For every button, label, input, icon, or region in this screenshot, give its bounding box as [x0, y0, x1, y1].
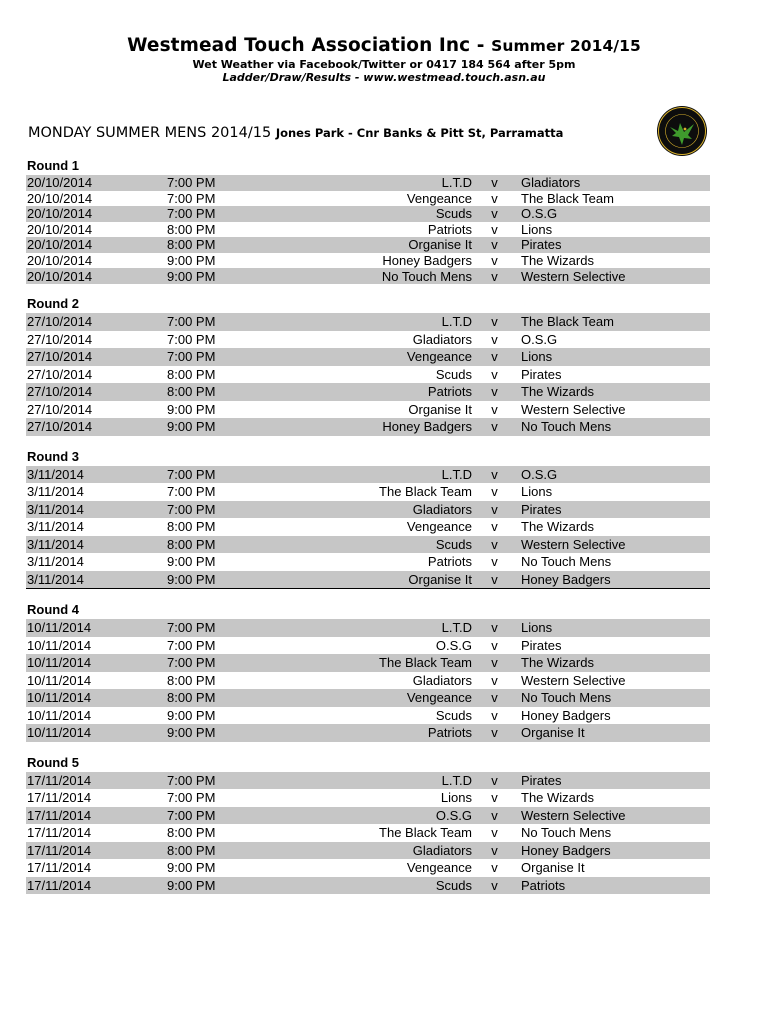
- home-team: Scuds: [435, 877, 472, 893]
- fixture-row: [26, 807, 710, 825]
- wet-weather-notice: Wet Weather via Facebook/Twitter or 0417 184 564 after 5pm: [192, 58, 576, 71]
- match-date: 10/11/2014: [27, 620, 92, 636]
- fixture-row: [26, 824, 710, 842]
- match-date: 3/11/2014: [27, 519, 84, 535]
- fixture-row: [26, 383, 710, 401]
- home-team: L.T.D: [441, 620, 472, 636]
- match-date: 3/11/2014: [27, 571, 84, 587]
- match-date: 17/11/2014: [27, 790, 92, 806]
- fixture-row: [26, 253, 710, 269]
- fixture-row: [26, 331, 710, 349]
- home-team: Scuds: [435, 707, 472, 723]
- away-team: Lions: [521, 221, 553, 237]
- match-time: 9:00 PM: [167, 877, 216, 893]
- home-team: Vengeance: [406, 349, 472, 365]
- away-team: Lions: [521, 620, 553, 636]
- match-date: 10/11/2014: [27, 637, 92, 653]
- home-team: Patriots: [427, 725, 472, 741]
- home-team: L.T.D: [441, 466, 472, 482]
- away-team: The Black Team: [521, 190, 614, 206]
- fixture-row: [26, 175, 710, 191]
- away-team: The Wizards: [521, 252, 594, 268]
- match-time: 9:00 PM: [167, 860, 216, 876]
- match-date: 3/11/2014: [27, 554, 84, 570]
- match-time: 7:00 PM: [167, 190, 216, 206]
- match-time: 9:00 PM: [167, 268, 216, 284]
- match-date: 27/10/2014: [27, 419, 93, 435]
- fixture-row: [26, 619, 710, 637]
- away-team: Western Selective: [521, 672, 626, 688]
- away-team: Western Selective: [521, 807, 626, 823]
- versus-label: v: [491, 725, 498, 741]
- home-team: Organise It: [408, 401, 472, 417]
- fixture-row: [26, 313, 710, 331]
- versus-label: v: [491, 554, 498, 570]
- match-time: 9:00 PM: [167, 252, 216, 268]
- versus-label: v: [491, 331, 498, 347]
- fixture-list: [26, 156, 710, 894]
- round-section: [26, 600, 710, 742]
- match-date: 20/10/2014: [27, 190, 93, 206]
- match-date: 3/11/2014: [27, 536, 84, 552]
- match-time: 7:00 PM: [167, 620, 216, 636]
- fixture-row: [26, 206, 710, 222]
- match-time: 8:00 PM: [167, 384, 216, 400]
- home-team: Lions: [440, 790, 472, 806]
- away-team: The Black Team: [521, 314, 614, 330]
- fixture-row: [26, 501, 710, 519]
- away-team: The Wizards: [521, 655, 594, 671]
- home-team: Gladiators: [412, 842, 472, 858]
- versus-label: v: [491, 842, 498, 858]
- away-team: Pirates: [521, 366, 562, 382]
- away-team: Honey Badgers: [521, 842, 611, 858]
- fixture-row: [26, 237, 710, 253]
- versus-label: v: [491, 825, 498, 841]
- away-team: Organise It: [521, 725, 585, 741]
- versus-label: v: [491, 519, 498, 535]
- away-team: Pirates: [521, 772, 562, 788]
- fixture-row: [26, 268, 710, 284]
- match-date: 20/10/2014: [27, 252, 93, 268]
- round-title: Round 1: [27, 158, 79, 173]
- home-team: L.T.D: [441, 772, 472, 788]
- versus-label: v: [491, 877, 498, 893]
- away-team: Pirates: [521, 501, 562, 517]
- home-team: Vengeance: [406, 690, 472, 706]
- match-time: 7:00 PM: [167, 637, 216, 653]
- match-time: 8:00 PM: [167, 536, 216, 552]
- round-section: [26, 753, 710, 895]
- away-team: Western Selective: [521, 268, 626, 284]
- home-team: Gladiators: [412, 672, 472, 688]
- home-team: Patriots: [427, 384, 472, 400]
- match-date: 20/10/2014: [27, 175, 93, 191]
- match-time: 7:00 PM: [167, 206, 216, 222]
- away-team: Pirates: [521, 637, 562, 653]
- fixture-row: [26, 859, 710, 877]
- versus-label: v: [491, 637, 498, 653]
- fixture-row: [26, 366, 710, 384]
- match-date: 3/11/2014: [27, 484, 84, 500]
- fixture-row: [26, 418, 710, 436]
- fixture-row: [26, 707, 710, 725]
- versus-label: v: [491, 536, 498, 552]
- match-time: 9:00 PM: [167, 707, 216, 723]
- versus-label: v: [491, 772, 498, 788]
- fixture-row: [26, 724, 710, 742]
- fixture-row: [26, 536, 710, 554]
- versus-label: v: [491, 206, 498, 222]
- fixture-row: [26, 654, 710, 672]
- home-team: Honey Badgers: [382, 419, 472, 435]
- match-date: 27/10/2014: [27, 349, 93, 365]
- away-team: O.S.G: [521, 331, 558, 347]
- versus-label: v: [491, 314, 498, 330]
- away-team: No Touch Mens: [521, 690, 612, 706]
- versus-label: v: [491, 484, 498, 500]
- home-team: Scuds: [435, 206, 472, 222]
- home-team: Vengeance: [406, 190, 472, 206]
- match-time: 7:00 PM: [167, 466, 216, 482]
- away-team: Pirates: [521, 237, 562, 253]
- home-team: Patriots: [427, 554, 472, 570]
- match-date: 3/11/2014: [27, 501, 84, 517]
- match-time: 8:00 PM: [167, 672, 216, 688]
- versus-label: v: [491, 790, 498, 806]
- match-date: 17/11/2014: [27, 860, 92, 876]
- away-team: Western Selective: [521, 401, 626, 417]
- website-notice: Ladder/Draw/Results - www.westmead.touch.asn.au: [222, 71, 546, 84]
- home-team: The Black Team: [379, 825, 472, 841]
- match-time: 9:00 PM: [167, 725, 216, 741]
- match-time: 8:00 PM: [167, 221, 216, 237]
- fixture-row: [26, 789, 710, 807]
- versus-label: v: [491, 807, 498, 823]
- versus-label: v: [491, 268, 498, 284]
- match-date: 10/11/2014: [27, 725, 92, 741]
- away-team: The Wizards: [521, 384, 594, 400]
- match-time: 9:00 PM: [167, 571, 216, 587]
- away-team: No Touch Mens: [521, 825, 612, 841]
- match-time: 8:00 PM: [167, 519, 216, 535]
- match-date: 20/10/2014: [27, 268, 93, 284]
- match-date: 17/11/2014: [27, 772, 92, 788]
- round-title: Round 4: [27, 602, 79, 617]
- away-team: Western Selective: [521, 536, 626, 552]
- fixture-row: [26, 672, 710, 690]
- competition-heading: [28, 124, 563, 142]
- home-team: L.T.D: [441, 314, 472, 330]
- versus-label: v: [491, 366, 498, 382]
- home-team: Honey Badgers: [382, 252, 472, 268]
- match-date: 17/11/2014: [27, 807, 92, 823]
- home-team: Scuds: [435, 536, 472, 552]
- away-team: Lions: [521, 349, 553, 365]
- away-team: No Touch Mens: [521, 419, 612, 435]
- away-team: Lions: [521, 484, 553, 500]
- match-time: 7:00 PM: [167, 331, 216, 347]
- home-team: Vengeance: [406, 860, 472, 876]
- versus-label: v: [491, 620, 498, 636]
- season-label: Summer 2014/15: [491, 37, 641, 55]
- round-title: Round 5: [27, 754, 79, 770]
- away-team: O.S.G: [521, 466, 558, 482]
- versus-label: v: [491, 349, 498, 365]
- fixture-row: [26, 637, 710, 655]
- fixture-row: [26, 466, 710, 484]
- versus-label: v: [491, 175, 498, 191]
- match-time: 9:00 PM: [167, 401, 216, 417]
- match-date: 10/11/2014: [27, 672, 92, 688]
- home-team: Patriots: [427, 221, 472, 237]
- match-date: 3/11/2014: [27, 466, 84, 482]
- match-time: 8:00 PM: [167, 690, 216, 706]
- match-time: 7:00 PM: [167, 314, 216, 330]
- round-section: [26, 294, 710, 436]
- fixture-row: [26, 222, 710, 238]
- home-team: Organise It: [408, 237, 472, 253]
- round-title: Round 2: [27, 296, 79, 311]
- match-date: 17/11/2014: [27, 825, 92, 841]
- away-team: Organise It: [521, 860, 585, 876]
- versus-label: v: [491, 401, 498, 417]
- fixture-row: [26, 571, 710, 589]
- venue-label: Jones Park - Cnr Banks & Pitt St, Parramatta: [275, 126, 564, 140]
- round-section: [26, 447, 710, 590]
- away-team: Honey Badgers: [521, 571, 611, 587]
- association-name: Westmead Touch Association Inc -: [127, 35, 492, 56]
- match-date: 20/10/2014: [27, 221, 93, 237]
- versus-label: v: [491, 655, 498, 671]
- versus-label: v: [491, 237, 498, 253]
- match-time: 8:00 PM: [167, 825, 216, 841]
- home-team: Scuds: [435, 366, 472, 382]
- match-time: 8:00 PM: [167, 237, 216, 253]
- match-time: 7:00 PM: [167, 484, 216, 500]
- away-team: Gladiators: [521, 175, 581, 191]
- match-time: 7:00 PM: [167, 655, 216, 671]
- match-time: 7:00 PM: [167, 772, 216, 788]
- match-date: 20/10/2014: [27, 237, 93, 253]
- home-team: Organise It: [408, 571, 472, 587]
- round-title: Round 3: [27, 448, 79, 464]
- home-team: O.S.G: [435, 637, 472, 653]
- versus-label: v: [491, 190, 498, 206]
- versus-label: v: [491, 419, 498, 435]
- home-team: Vengeance: [406, 519, 472, 535]
- versus-label: v: [491, 571, 498, 587]
- versus-label: v: [491, 221, 498, 237]
- round-section: [26, 156, 710, 284]
- match-date: 10/11/2014: [27, 707, 92, 723]
- fixture-row: [26, 877, 710, 895]
- document-header: [0, 34, 768, 84]
- away-team: The Wizards: [521, 790, 594, 806]
- competition-name: MONDAY SUMMER MENS 2014/15: [28, 125, 272, 141]
- home-team: L.T.D: [441, 175, 472, 191]
- versus-label: v: [491, 466, 498, 482]
- versus-label: v: [491, 384, 498, 400]
- versus-label: v: [491, 707, 498, 723]
- away-team: O.S.G: [521, 206, 558, 222]
- match-date: 10/11/2014: [27, 655, 92, 671]
- match-time: 9:00 PM: [167, 554, 216, 570]
- home-team: The Black Team: [379, 484, 472, 500]
- fixture-row: [26, 842, 710, 860]
- match-date: 27/10/2014: [27, 331, 93, 347]
- match-date: 20/10/2014: [27, 206, 93, 222]
- versus-label: v: [491, 860, 498, 876]
- match-date: 17/11/2014: [27, 877, 92, 893]
- away-team: Honey Badgers: [521, 707, 611, 723]
- association-title: [0, 34, 768, 58]
- match-time: 7:00 PM: [167, 790, 216, 806]
- home-team: The Black Team: [379, 655, 472, 671]
- versus-label: v: [491, 501, 498, 517]
- fixture-row: [26, 553, 710, 571]
- away-team: No Touch Mens: [521, 554, 612, 570]
- home-team: Gladiators: [412, 331, 472, 347]
- away-team: Patriots: [521, 877, 566, 893]
- match-date: 27/10/2014: [27, 384, 93, 400]
- versus-label: v: [491, 672, 498, 688]
- match-date: 27/10/2014: [27, 366, 93, 382]
- home-team: No Touch Mens: [381, 268, 472, 284]
- association-logo-icon: [656, 105, 708, 157]
- fixture-row: [26, 401, 710, 419]
- match-time: 7:00 PM: [167, 501, 216, 517]
- home-team: Gladiators: [412, 501, 472, 517]
- match-time: 7:00 PM: [167, 349, 216, 365]
- match-date: 27/10/2014: [27, 401, 93, 417]
- match-time: 7:00 PM: [167, 807, 216, 823]
- match-time: 9:00 PM: [167, 419, 216, 435]
- fixture-row: [26, 689, 710, 707]
- fixture-row: [26, 483, 710, 501]
- home-team: O.S.G: [435, 807, 472, 823]
- fixture-row: [26, 772, 710, 790]
- fixture-row: [26, 348, 710, 366]
- match-date: 10/11/2014: [27, 690, 92, 706]
- fixture-row: [26, 191, 710, 207]
- fixture-row: [26, 518, 710, 536]
- match-time: 8:00 PM: [167, 842, 216, 858]
- match-date: 27/10/2014: [27, 314, 93, 330]
- versus-label: v: [491, 690, 498, 706]
- match-time: 7:00 PM: [167, 175, 216, 191]
- match-date: 17/11/2014: [27, 842, 92, 858]
- match-time: 8:00 PM: [167, 366, 216, 382]
- away-team: The Wizards: [521, 519, 594, 535]
- versus-label: v: [491, 252, 498, 268]
